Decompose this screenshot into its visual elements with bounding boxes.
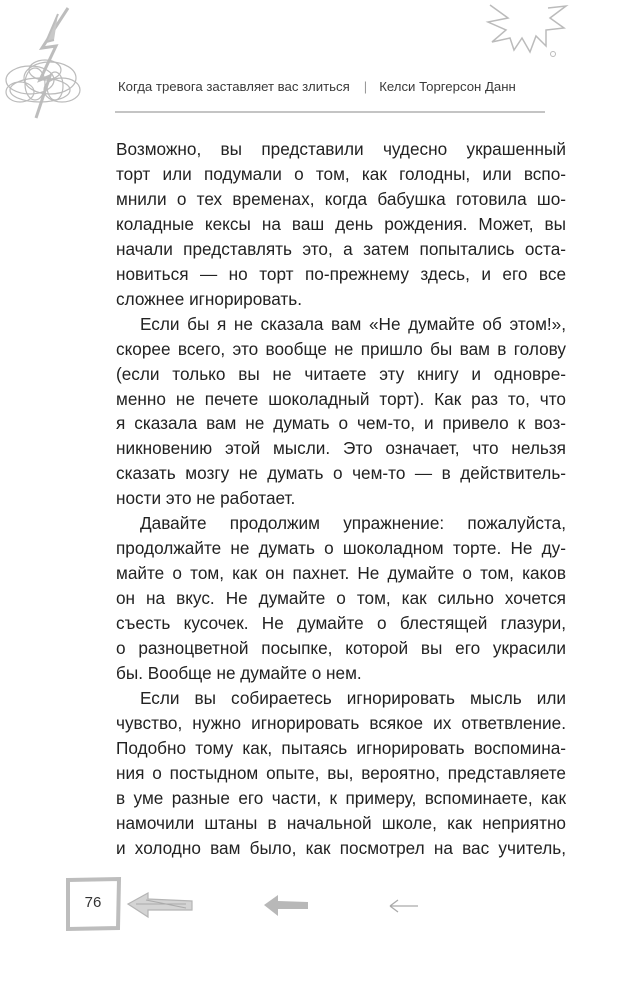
sketch-arrow-large-icon [126,890,196,920]
sketch-arrow-medium-icon [262,893,312,919]
text-line: Возможно, вы представили чудесно украшенный [116,139,566,159]
text-line: бы. Вообще не думайте о нем. [116,663,362,684]
text-line: (если только вы не читаете эту книгу и одновре- [116,363,566,384]
text-line: сложнее игнорировать. [116,288,302,309]
text-line: никновению этой мысли. Это означает, что нельзя [116,438,566,459]
text-line: я сказала вам не думать о чем-то, и привело к воз- [116,413,566,434]
text-line: Подобно тому как, пытаясь игнорировать воспомина- [116,737,566,758]
text-line: сказать мозгу не думать о чем-то — в действитель- [116,463,566,484]
text-line: Давайте продолжим упражнение: пожалуйста, [140,513,566,534]
text-line: Если вы собираетесь игнорировать мысль или [140,687,566,708]
header-rule [115,111,545,113]
text-line: майте о том, как он пахнет. Не думайте о том, каков [116,563,566,584]
text-line: скорее всего, это вообще не пришло бы вам в голову [116,338,566,359]
text-line: и холодно вам было, как посмотрел на вас учитель, [116,837,566,858]
text-line: новиться — но торт по-прежнему здесь, и его все [116,263,566,284]
text-line: ния о постыдном опыте, вы, вероятно, представляете [116,762,566,783]
header-separator: | [363,79,368,94]
text-line: мнили о тех временах, когда бабушка готовила шо- [116,188,566,209]
body-text [116,137,566,861]
thin-arrow-icon [388,898,420,914]
text-line: торт или подумали о том, как голодны, или вспо- [116,163,566,184]
text-line: коладные кексы на ваш день рождения. Может, вы [116,213,566,234]
text-line: намочили штаны в начальной школе, как неприятно [116,812,566,833]
page-number: 76 [84,894,102,911]
text-line: в уме разные его части, к примеру, вспоминаете, как [116,787,566,808]
text-line: Если бы я не сказала вам «Не думайте об этом!», [140,313,566,334]
text-line: менно не печете шоколадный торт). Как раз то, что [116,388,566,409]
text-line: съесть кусочек. Не думайте о блестящей глазури, [116,613,566,634]
text-line: продолжайте не думать о шоколадном торте. Не ду- [116,538,566,559]
book-title: Когда тревога заставляет вас злиться [118,79,350,94]
text-line: о разноцветной посыпке, которой вы его украсили [116,638,566,659]
text-line: начали представлять это, а затем попытались оста- [116,238,566,259]
text-line: он на вкус. Не думайте о том, как сильно хочется [116,588,566,609]
lightning-scribble-icon [0,0,90,130]
running-header [118,79,542,94]
author-name: Келси Торгерсон Данн [379,79,516,94]
starburst-icon [480,0,580,60]
text-line: чувство, нужно игнорировать всякое их ответвление. [116,712,566,733]
text-line: ности это не работает. [116,488,296,509]
